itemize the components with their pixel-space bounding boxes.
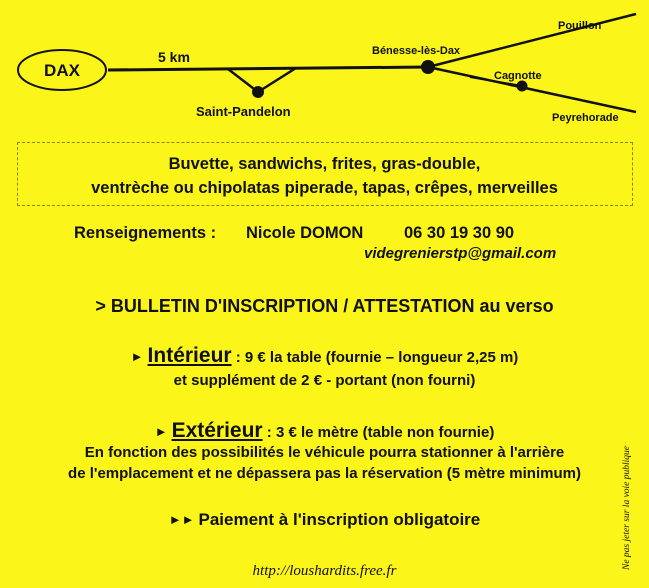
side-note: Ne pas jeter sur la voie publique bbox=[622, 445, 632, 570]
website-link[interactable]: http://loushardits.free.fr bbox=[252, 563, 397, 579]
exterieur-line-3: de l'emplacement et ne dépassera pas la réservation (5 mètre minimum) bbox=[68, 465, 581, 482]
bulletin-heading: > BULLETIN D'INSCRIPTION / ATTESTATION au verso bbox=[95, 296, 554, 316]
junction-label: Bénesse-lès-Dax bbox=[372, 45, 461, 57]
road-pouillon bbox=[428, 14, 636, 67]
contact-label: Renseignements : bbox=[74, 224, 217, 242]
pandelon-dot bbox=[252, 86, 264, 98]
contact-name: Nicole DOMON bbox=[246, 224, 364, 242]
main-road bbox=[108, 67, 428, 70]
paiement-text: Paiement à l'inscription obligatoire bbox=[198, 510, 481, 529]
contact-phone: 06 30 19 30 90 bbox=[404, 224, 515, 242]
exterieur-price: : 3 € le mètre (table non fournie) bbox=[262, 424, 495, 441]
exterieur-line-2: En fonction des possibilités le véhicule pourra stationner à l'arrière bbox=[84, 444, 565, 461]
contact-email[interactable]: videgrenierstp@gmail.com bbox=[364, 245, 557, 262]
cagnotte-label: Cagnotte bbox=[494, 70, 542, 82]
route-map bbox=[0, 0, 649, 140]
dax-label: DAX bbox=[44, 61, 80, 80]
peyrehorade-label: Peyrehorade bbox=[552, 112, 619, 124]
interieur-title: Intérieur bbox=[147, 344, 232, 367]
food-line-2: ventrèche ou chipolatas piperade, tapas, crêpes, merveilles bbox=[91, 179, 558, 197]
interieur-arrow-icon: ► bbox=[130, 349, 144, 364]
paiement-arrows-icon: ►► bbox=[168, 512, 195, 527]
interieur-line-2: et supplément de 2 € - portant (non fourni) bbox=[173, 372, 476, 389]
food-line-1: Buvette, sandwichs, frites, gras-double, bbox=[168, 155, 481, 173]
cagnotte-dot bbox=[517, 81, 528, 92]
distance-label: 5 km bbox=[158, 49, 190, 65]
paiement-line bbox=[0, 510, 649, 530]
exterieur-arrow-icon: ► bbox=[154, 424, 168, 439]
pouillon-label: Pouillon bbox=[558, 20, 602, 32]
pandelon-label: Saint-Pandelon bbox=[196, 104, 291, 119]
interieur-price: : 9 € la table (fournie – longueur 2,25 m) bbox=[231, 349, 519, 366]
exterieur-title: Extérieur bbox=[171, 419, 263, 442]
exterieur-line-1 bbox=[0, 419, 649, 443]
interieur-line-1 bbox=[0, 344, 649, 368]
